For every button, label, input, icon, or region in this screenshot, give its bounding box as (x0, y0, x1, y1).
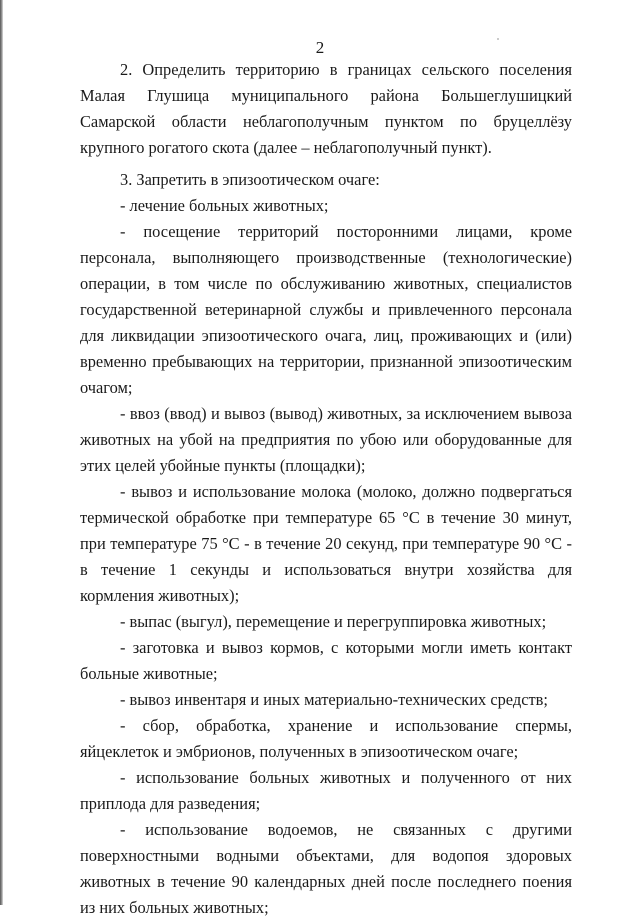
prohibition-item: - вывоз инвентаря и иных материально-технических средств; (120, 690, 548, 709)
paragraph-item-3-heading: 3. Запретить в эпизоотическом очаге: (120, 170, 380, 189)
prohibition-item: - использование больных животных и полученного от них приплода для разведения; (80, 768, 572, 813)
prohibition-item: - выпас (выгул), перемещение и перегруппировка животных; (120, 612, 547, 631)
scan-left-edge (0, 0, 3, 905)
page-number: 2 (315, 38, 325, 57)
prohibition-item: - заготовка и вывоз кормов, с которыми могли иметь контакт больные животные; (80, 638, 572, 683)
paragraph-item-2: 2. Определить территорию в границах сельского поселения Малая Глушица муниципального района Большеглушицкий Самарской области неблагополучным пунктом по бруцеллёзу крупного рогатого скота (далее – неблагополучный пункт). (80, 60, 572, 157)
prohibition-item: - использование водоемов, не связанных с другими поверхностными водными объектами, для водопоя здоровых животных в течение 90 календарных дней после последнего поения из них больных животных; (80, 820, 572, 917)
prohibition-item: - посещение территорий посторонними лицами, кроме персонала, выполняющего производственные (технологические) операции, в том числе по обслуживанию животных, специалистов государственной ветеринарной службы и привлеченного персонала для ликвидации эпизоотического очага, лиц, проживающих и (или) временно пребывающих на территории, признанной эпизоотическим очагом; (80, 222, 572, 397)
prohibition-item: - лечение больных животных; (120, 196, 329, 215)
prohibition-item: - вывоз и использование молока (молоко, должно подвергаться термической обработке при температуре 65 °C в течение 30 минут, при температуре 75 °C - в течение 20 секунд, при температуре 90 °C - в течение 1 секунды и использоваться внутри хозяйства для кормления животных); (80, 482, 572, 605)
prohibition-item: - сбор, обработка, хранение и использование спермы, яйцеклеток и эмбрионов, полученных в эпизоотическом очаге; (80, 716, 572, 761)
prohibition-item: - ввоз (ввод) и вывоз (вывод) животных, за исключением вывоза животных на убой на предприятия по убою или оборудованные для этих целей убойные пункты (площадки); (80, 404, 572, 475)
document-body (80, 57, 572, 921)
